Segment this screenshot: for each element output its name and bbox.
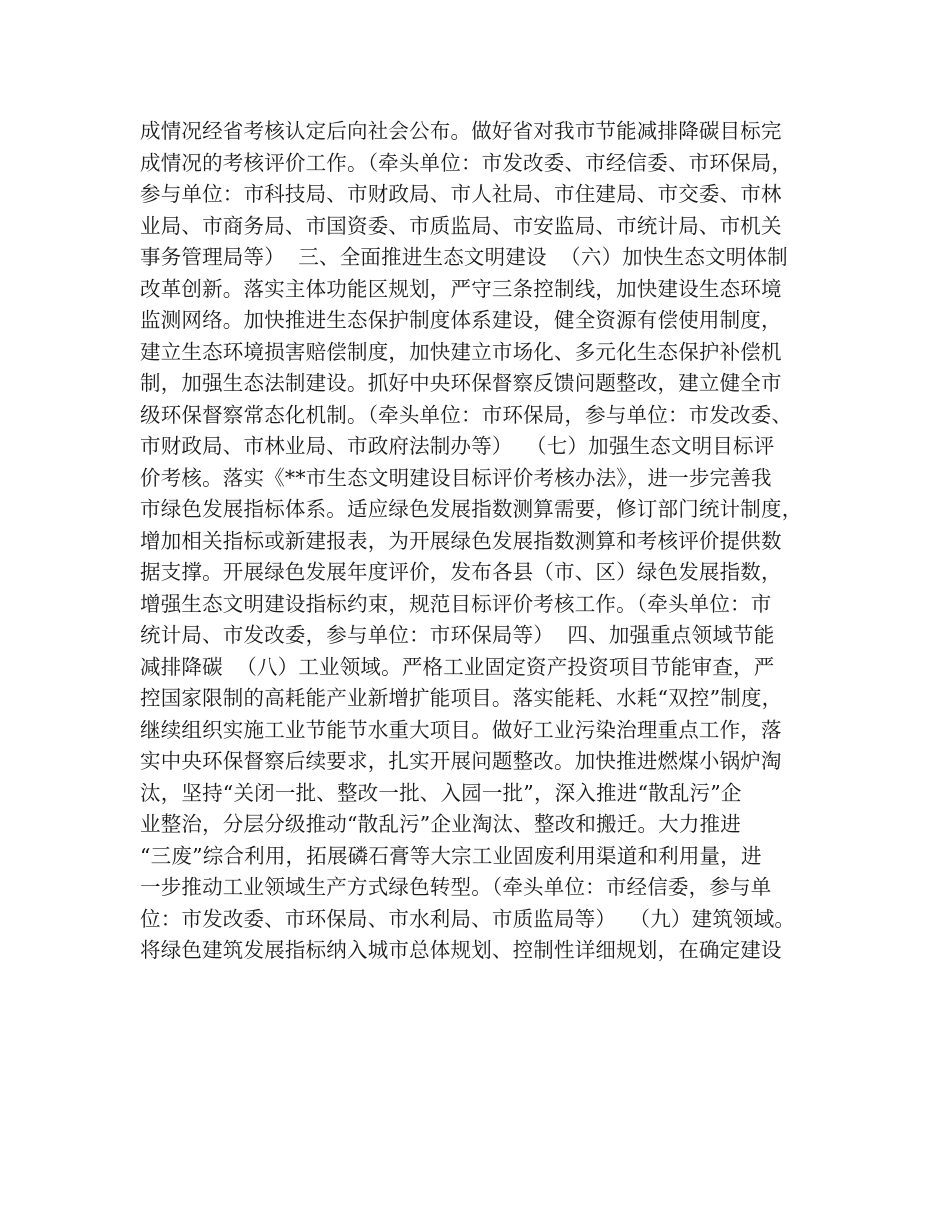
text-line: 建立生态环境损害赔偿制度，加快建立市场化、多元化生态保护补偿机 — [140, 339, 782, 364]
text-line: 一步推动工业领域生产方式绿色转型。（牵头单位：市经信委，参与单 — [140, 875, 772, 899]
text-line: 增强生态文明建设指标约束，规范目标评价考核工作。（牵头单位：市 — [140, 591, 772, 616]
text-line: 继续组织实施工业节能节水重大项目。做好工业污染治理重点工作，落 — [140, 717, 782, 742]
text-line: 业整治，分层分级推动“散乱污”企业淘汰、整改和搬迁。大力推进 — [140, 812, 741, 836]
text-line: 成情况的考核评价工作。（牵头单位：市发改委、市经信委、市环保局， — [140, 150, 793, 175]
body-text — [140, 116, 830, 967]
text-line: 减排降碳 （八）工业领域。严格工业固定资产投资项目节能审查，严 — [140, 654, 775, 679]
text-line: 实中央环保督察后续要求，扎实开展问题整改。加快推进燃煤小锅炉淘 — [140, 749, 782, 773]
text-line: “三废”综合利用，拓展磷石膏等大宗工业固废利用渠道和利用量，进 — [140, 843, 762, 868]
text-line: 增加相关指标或新建报表，为开展绿色发展指数测算和考核评价提供数 — [140, 528, 782, 553]
text-line: 汰，坚持“关闭一批、整改一批、入园一批”，深入推进“散乱污”企 — [140, 780, 742, 805]
text-line: 据支撑。开展绿色发展年度评价，发布各县（市、区）绿色发展指数， — [140, 560, 782, 584]
text-line: 事务管理局等） 三、全面推进生态文明建设 （六）加快生态文明体制 — [140, 245, 788, 269]
text-line: 级环保督察常态化机制。（牵头单位：市环保局，参与单位：市发改委、 — [140, 402, 793, 427]
text-line: 改革创新。落实主体功能区规划，严守三条控制线，加快建设生态环境 — [140, 276, 782, 301]
text-line: 市绿色发展指标体系。适应绿色发展指数测算需要，修订部门统计制度， — [140, 497, 803, 521]
text-line: 参与单位：市科技局、市财政局、市人社局、市住建局、市交委、市林 — [140, 182, 782, 206]
text-line: 业局、市商务局、市国资委、市质监局、市安监局、市统计局、市机关 — [140, 213, 782, 238]
text-line: 位：市发改委、市环保局、市水利局、市质监局等） （九）建筑领域。 — [140, 906, 796, 931]
text-line: 控国家限制的高耗能产业新增扩能项目。落实能耗、水耗“双控”制度， — [140, 686, 783, 710]
text-line: 将绿色建筑发展指标纳入城市总体规划、控制性详细规划，在确定建设 — [140, 938, 782, 962]
text-line: 制，加强生态法制建设。抓好中央环保督察反馈问题整改，建立健全市 — [140, 371, 782, 395]
text-line: 统计局、市发改委，参与单位：市环保局等） 四、加强重点领域节能 — [140, 623, 775, 647]
text-line: 市财政局、市林业局、市政府法制办等） （七）加强生态文明目标评 — [140, 434, 775, 458]
text-line: 成情况经省考核认定后向社会公布。做好省对我市节能减排降碳目标完 — [140, 119, 782, 143]
text-line: 价考核。落实《**市生态文明建设目标评价考核办法》，进一步完善我 — [140, 465, 772, 490]
text-line: 监测网络。加快推进生态保护制度体系建设，健全资源有偿使用制度， — [140, 308, 782, 332]
